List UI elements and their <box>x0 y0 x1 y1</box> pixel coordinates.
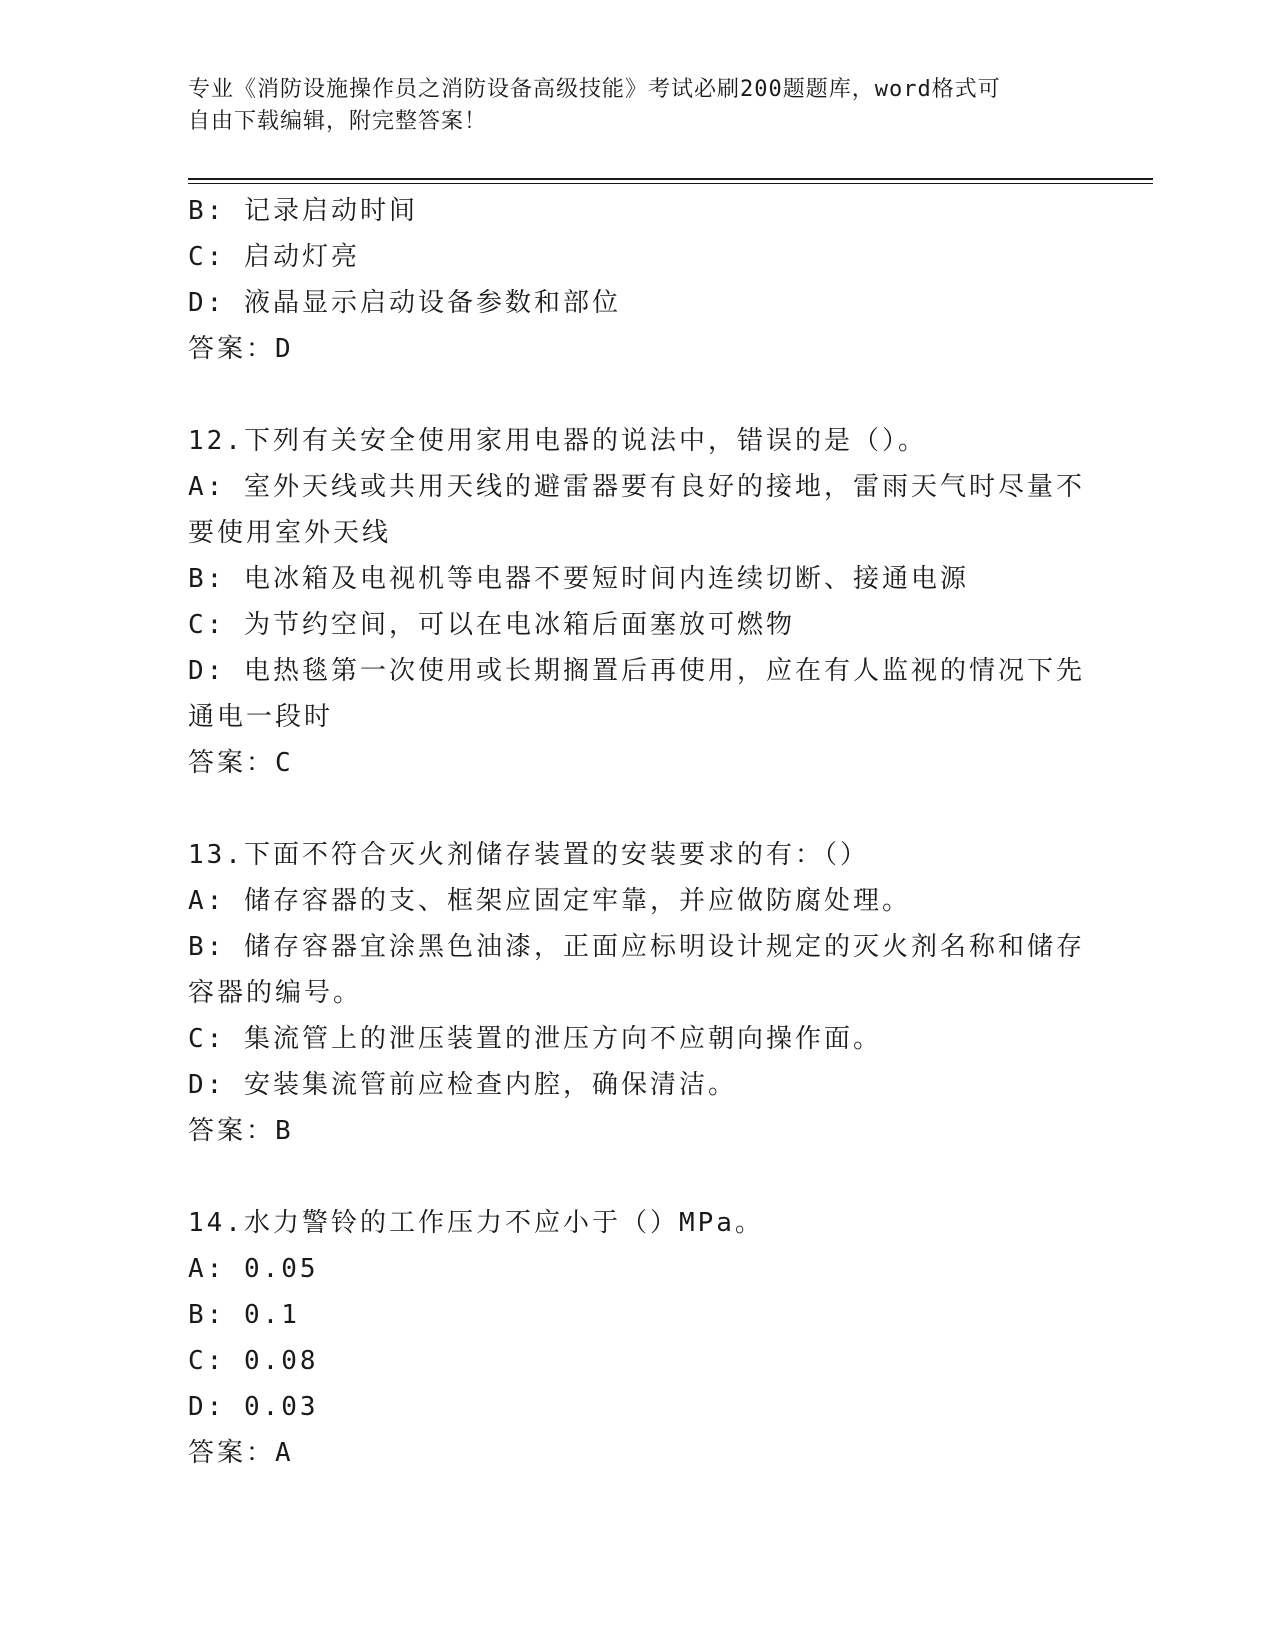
option-b: B: 电冰箱及电视机等电器不要短时间内连续切断、接通电源 <box>188 564 969 594</box>
header-title-line-1: 专业《消防设施操作员之消防设备高级技能》考试必刷200题题库，word格式可 <box>188 77 1001 102</box>
header-divider-thick <box>188 178 1153 180</box>
question-stem: 14.水力警铃的工作压力不应小于（）MPa。 <box>188 1208 764 1238</box>
spacer <box>188 786 1088 832</box>
answer-label: 答案：C <box>188 748 294 778</box>
option-d: D: 0.03 <box>188 1392 319 1422</box>
question-12 <box>188 418 1088 786</box>
header-title-line-2: 自由下载编辑，附完整答案！ <box>188 109 488 134</box>
option-d: D: 电热毯第一次使用或长期搁置后再使用，应在有人监视的情况下先通电一段时 <box>188 656 1085 732</box>
option-c: C: 为节约空间，可以在电冰箱后面塞放可燃物 <box>188 610 795 640</box>
option-b: B: 0.1 <box>188 1300 300 1330</box>
answer-label: 答案：A <box>188 1438 294 1468</box>
answer-label: 答案：B <box>188 1116 294 1146</box>
document-header <box>188 74 1088 138</box>
option-c: C: 0.08 <box>188 1346 319 1376</box>
option-b: B: 储存容器宜涂黑色油漆，正面应标明设计规定的灭火剂名称和储存容器的编号。 <box>188 932 1085 1008</box>
option-c: C: 启动灯亮 <box>188 242 360 272</box>
question-stem: 13.下面不符合灭火剂储存装置的安装要求的有：（） <box>188 840 869 870</box>
header-divider-thin <box>188 183 1153 184</box>
question-carryover <box>188 188 1088 372</box>
spacer <box>188 372 1088 418</box>
option-c: C: 集流管上的泄压装置的泄压方向不应朝向操作面。 <box>188 1024 882 1054</box>
question-14 <box>188 1200 1088 1476</box>
document-body <box>188 188 1088 1476</box>
option-d: D: 液晶显示启动设备参数和部位 <box>188 288 621 318</box>
option-a: A: 室外天线或共用天线的避雷器要有良好的接地，雷雨天气时尽量不要使用室外天线 <box>188 472 1085 548</box>
option-a: A: 0.05 <box>188 1254 319 1284</box>
option-b: B: 记录启动时间 <box>188 196 418 226</box>
option-a: A: 储存容器的支、框架应固定牢靠，并应做防腐处理。 <box>188 886 911 916</box>
question-stem: 12.下列有关安全使用家用电器的说法中，错误的是（）。 <box>188 426 927 456</box>
option-d: D: 安装集流管前应检查内腔，确保清洁。 <box>188 1070 737 1100</box>
answer-label: 答案：D <box>188 334 294 364</box>
spacer <box>188 1154 1088 1200</box>
question-13 <box>188 832 1088 1154</box>
